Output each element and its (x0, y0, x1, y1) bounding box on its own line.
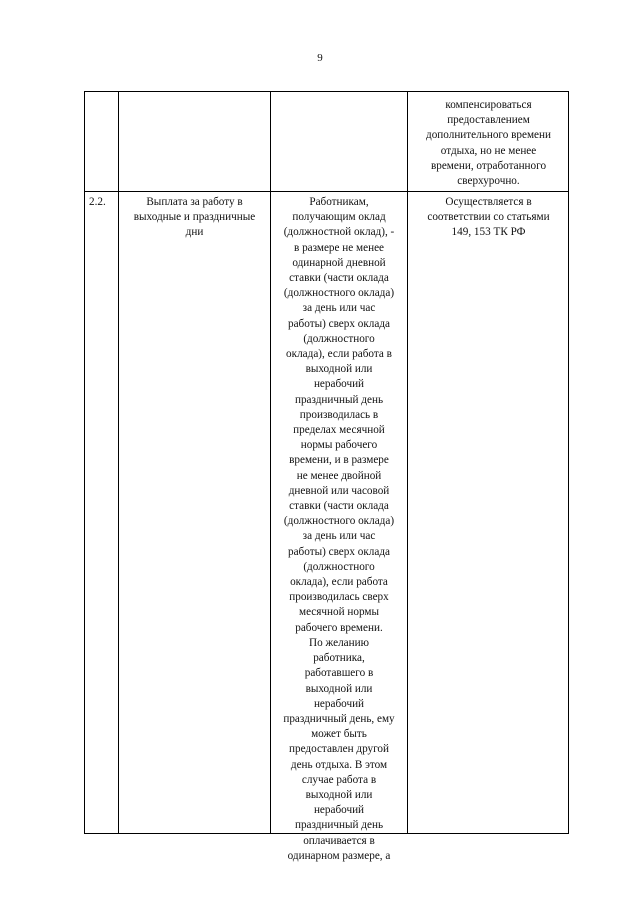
condition-line: нерабочий (313, 804, 365, 817)
condition-line: выходной или (305, 363, 373, 376)
condition-line: работника, (313, 652, 365, 665)
condition-line: работавшего в (304, 667, 374, 680)
condition-line: за день или час (302, 530, 376, 543)
payment-condition-cell (271, 195, 407, 864)
condition-line: одинарном размере, а (287, 849, 391, 862)
condition-line: выходной или (305, 788, 373, 801)
condition-line: может быть (311, 728, 367, 741)
continued-note-line: предоставлением (447, 114, 530, 127)
condition-line: производилась в (299, 408, 379, 421)
condition-line: дневной или часовой (288, 484, 390, 497)
condition-line: рабочего времени. (295, 621, 383, 634)
condition-line: нормы рабочего (300, 439, 378, 452)
condition-line: месячной нормы (298, 606, 380, 619)
condition-line: оклада), если работа в (286, 348, 392, 361)
condition-line: выходной или (305, 682, 373, 695)
condition-line: ставки (части оклада (289, 272, 389, 285)
document-table (84, 91, 569, 862)
condition-line: производилась сверх (289, 591, 389, 604)
payment-name-line: Выплата за работу в (146, 196, 243, 208)
condition-line: времени, и в размере (289, 454, 389, 467)
condition-line: предоставлен другой (288, 743, 389, 756)
row-number-cell: 2.2. (89, 196, 106, 208)
condition-line: оклада), если работа (290, 576, 388, 589)
condition-line: работы) сверх оклада (288, 545, 390, 558)
condition-line: за день или час (302, 302, 376, 315)
continued-note-cell (408, 98, 569, 189)
condition-line: пределах месячной (293, 424, 385, 437)
condition-line: получающим оклад (292, 211, 386, 224)
condition-line: праздничный день (294, 819, 384, 832)
condition-line: праздничный день, ему (283, 712, 395, 725)
continued-note-line: дополнительного времени (426, 129, 551, 142)
condition-line: не менее двойной (296, 469, 382, 482)
condition-line: (должностного (303, 560, 375, 573)
condition-line: в размере не менее (293, 241, 384, 254)
condition-line: день отдыха. В этом (290, 758, 388, 771)
condition-line: одинарной дневной (292, 256, 386, 269)
continued-note-line: компенсироваться (445, 99, 532, 111)
payment-name-line: дни (185, 226, 204, 239)
legal-basis-line: Осуществляется в (445, 196, 532, 208)
condition-line: (должностного (303, 332, 375, 345)
condition-line: праздничный день (294, 393, 384, 406)
page-number: 9 (317, 52, 323, 64)
payment-name-line: выходные и праздничные (133, 211, 256, 224)
continued-note-line: отдыха, но не менее (440, 144, 537, 157)
payment-name-cell (119, 195, 270, 241)
condition-line: нерабочий (313, 697, 365, 710)
legal-basis-line: соответствии со статьями (427, 211, 550, 224)
row-divider (85, 191, 568, 192)
condition-line: (должностного оклада) (283, 515, 395, 528)
condition-line: ставки (части оклада (289, 500, 389, 513)
continued-note-line: времени, отработанного (430, 159, 547, 172)
condition-line: По желанию (309, 636, 369, 649)
condition-line: оплачивается в (303, 834, 375, 847)
condition-line: работы) сверх оклада (288, 317, 390, 330)
condition-line: случае работа в (301, 773, 377, 786)
condition-line: нерабочий (313, 378, 365, 391)
condition-line: (должностной оклад), - (283, 226, 395, 239)
condition-line: Работникам, (309, 196, 369, 208)
continued-note-line: сверхурочно. (457, 175, 520, 188)
legal-basis-line: 149, 153 ТК РФ (451, 226, 526, 239)
legal-basis-cell (408, 195, 569, 241)
condition-line: (должностного оклада) (283, 287, 395, 300)
